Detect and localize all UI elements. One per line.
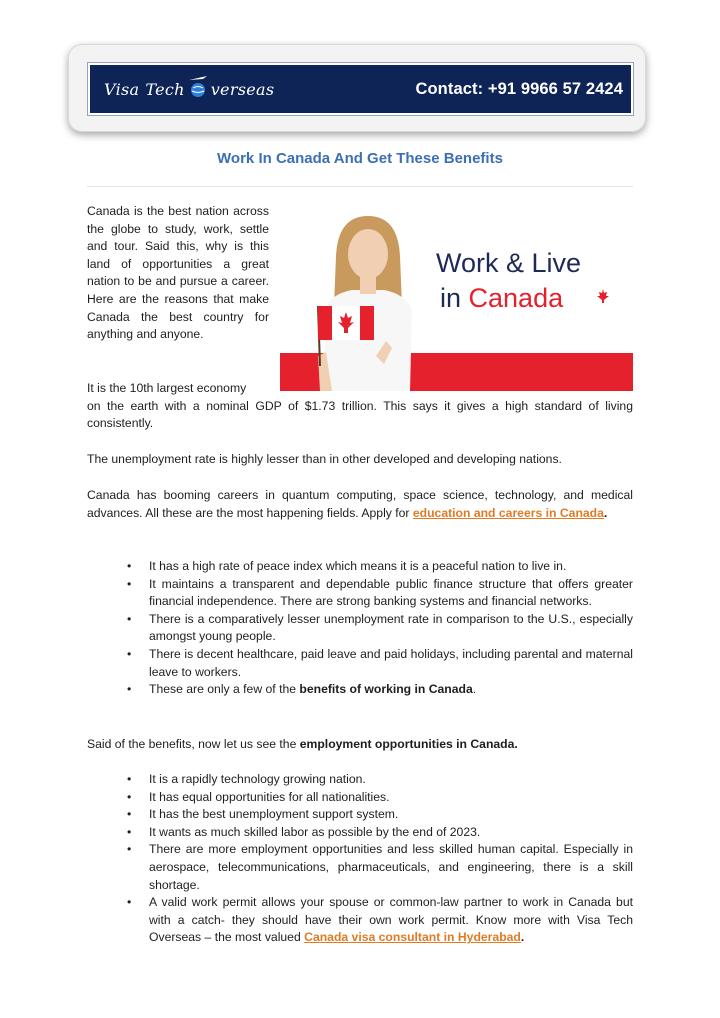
- list-item: [127, 894, 633, 947]
- list-item: • It wants as much skilled labor as possible by the end of 2023.: [127, 824, 633, 842]
- logo[interactable]: [104, 74, 274, 104]
- economy-paragraph: [87, 380, 633, 433]
- opportunities-intro-prefix: Said of the benefits, now let us see the: [87, 737, 300, 751]
- hero-line1: Work & Live: [436, 248, 582, 278]
- globe-plane-icon: [187, 74, 209, 104]
- careers-end: .: [603, 505, 608, 520]
- hero-line2-prefix: in: [440, 283, 469, 313]
- logo-text-overseas: verseas: [210, 79, 275, 99]
- education-careers-link[interactable]: education and careers in Canada: [412, 505, 604, 520]
- visa-consultant-link[interactable]: Canada visa consultant in Hyderabad: [304, 930, 521, 945]
- header-banner: [88, 63, 633, 115]
- intro-paragraph: Canada is the best nation across the globe to study, work, settle and tour. Said this, why is this land of opportunities a great nation to be and pursue a career. Here are the reasons that make Canada the best country for anything and anyone.: [87, 204, 269, 342]
- careers-paragraph: [87, 487, 633, 522]
- list-item: • It has equal opportunities for all nationalities.: [127, 789, 633, 807]
- maple-leaf-icon: [597, 289, 609, 303]
- woman-figure: [318, 216, 412, 391]
- list-item: • It has a high rate of peace index which means it is a peaceful nation to live in.: [127, 558, 633, 576]
- benefits-last-bold: benefits of working in Canada: [299, 682, 473, 697]
- opportunities-list: [127, 771, 633, 947]
- careers-text: Canada has booming careers in quantum computing, space science, technology, and medical advances. All these are the most happening fields. Apply for: [87, 488, 633, 520]
- list-item: • There are more employment opportunities and less skilled human capital. Especially in aerospace, telecommunications, pharmaceuticals, and engineering, there is a skill shortage.: [127, 841, 633, 894]
- contact-phone[interactable]: Contact: +91 9966 57 2424: [415, 79, 623, 98]
- hero-image: [280, 206, 633, 391]
- permit-text: A valid work permit allows your spouse or common-law partner to work in Canada but with a catch- they should have their own work permit. Know more with Visa Tech Overseas – the most valued: [149, 895, 633, 945]
- benefits-list: [127, 558, 633, 699]
- list-item: • It maintains a transparent and dependable public finance structure that offers greater financial independence. There are strong banking systems and financial networks.: [127, 576, 633, 611]
- hero-line2: [440, 283, 564, 313]
- logo-text-tech: Tech: [145, 79, 185, 99]
- title-divider: [87, 186, 633, 187]
- hero-line2-highlight: Canada: [468, 283, 564, 313]
- economy-rest: on the earth with a nominal GDP of $1.73 trillion. This says it gives a high standard of living consistently.: [87, 398, 633, 431]
- list-item: [127, 681, 633, 699]
- opportunities-intro: [87, 736, 633, 754]
- permit-end: .: [520, 930, 525, 945]
- list-item: • There is a comparatively lesser unemployment rate in comparison to the U.S., especially amongst young people.: [127, 611, 633, 646]
- list-item: • It is a rapidly technology growing nation.: [127, 771, 633, 789]
- benefits-last-end: .: [472, 682, 477, 697]
- list-item: • It has the best unemployment support system.: [127, 806, 633, 824]
- opportunities-intro-bold: employment opportunities in Canada.: [299, 737, 518, 751]
- page-title: Work In Canada And Get These Benefits: [217, 150, 503, 167]
- logo-text-visa: Visa: [104, 79, 140, 99]
- economy-first-line: It is the 10th largest economy: [87, 381, 247, 395]
- unemployment-paragraph: The unemployment rate is highly lesser than in other developed and developing nations.: [87, 452, 562, 466]
- list-item: • There is decent healthcare, paid leave and paid holidays, including parental and maternal leave to workers.: [127, 646, 633, 681]
- benefits-last-prefix: These are only a few of the: [149, 682, 300, 697]
